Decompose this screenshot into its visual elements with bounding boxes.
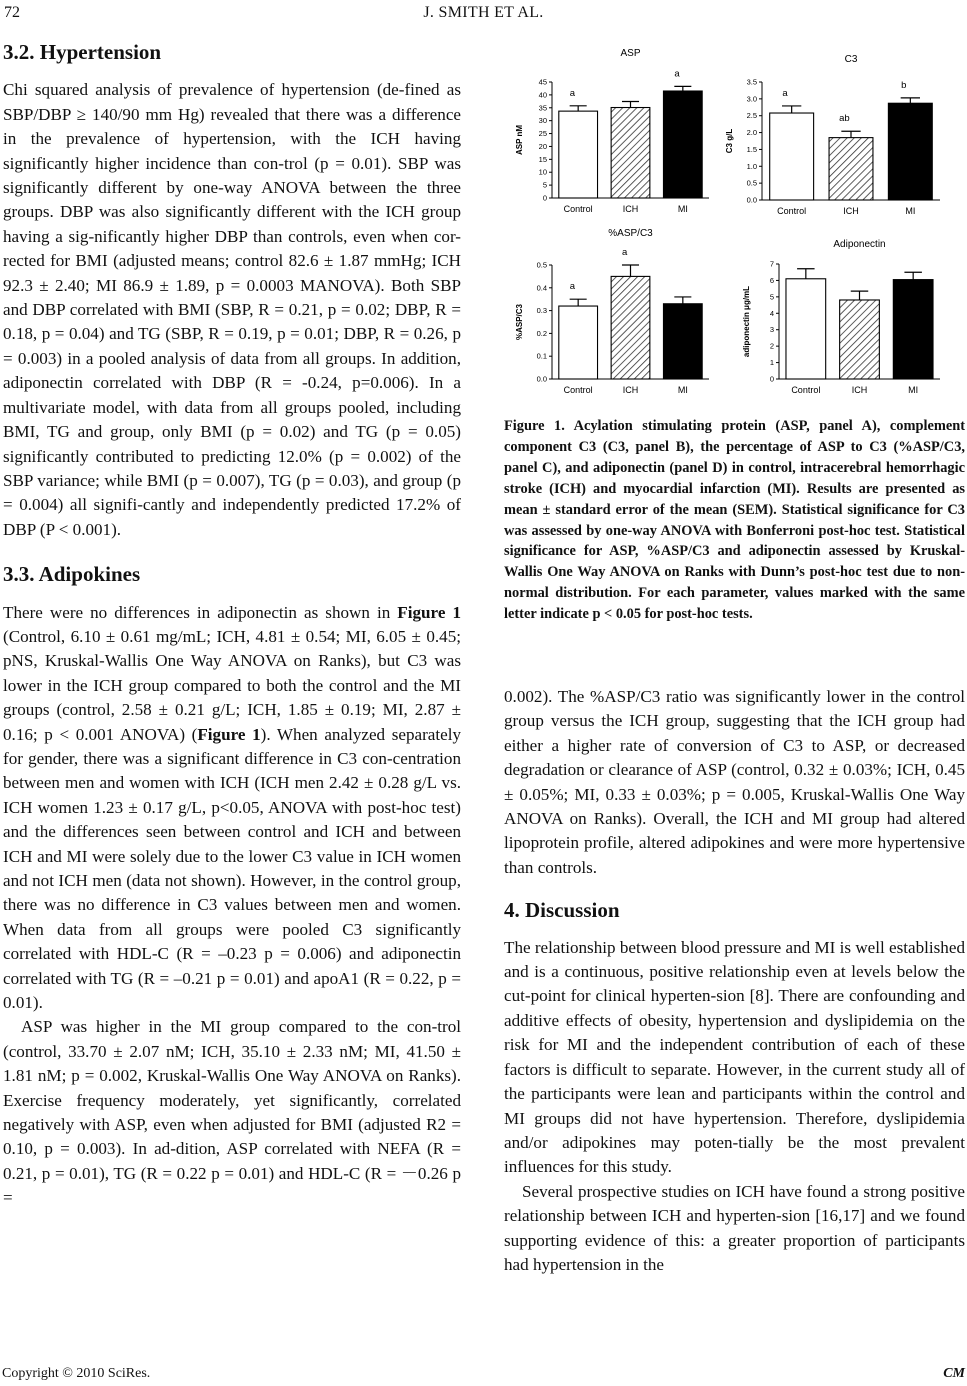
chart-panel-2 [515, 228, 709, 395]
y-tick-label: 3.0 [746, 94, 757, 104]
y-tick-label: 30 [538, 116, 547, 126]
section-heading-hypertension: 3.2. Hypertension [3, 40, 162, 64]
paragraph-discussion-2: Several prospective studies on ICH have found a strong positive relationship between ICH and hyperten-sion [16,17] and we found supporting evidence of this: a greater proportion of participants had hypertension in the [504, 1181, 965, 1274]
y-tick-label: 35 [538, 103, 547, 113]
right-column [504, 685, 965, 1277]
bar-mi [893, 280, 933, 379]
y-tick-label: 2.5 [746, 111, 757, 121]
left-column [3, 40, 461, 1211]
y-tick-label: 0.0 [746, 195, 757, 205]
y-tick-label: 40 [538, 90, 547, 100]
y-tick-label: 2.0 [746, 128, 757, 138]
y-tick-label: 4 [769, 308, 774, 318]
y-tick-label: 0.5 [746, 178, 757, 188]
y-axis-label: %ASP/C3 [515, 303, 524, 341]
significance-letter: a [782, 87, 788, 99]
chart-title: Adiponectin [833, 239, 886, 250]
bar-ich [829, 138, 873, 200]
y-tick-label: 1 [769, 358, 774, 368]
figure-ref[interactable]: Figure 1 [197, 724, 261, 744]
chart-panel-1 [725, 54, 940, 216]
x-tick-label: Control [563, 204, 593, 214]
significance-letter: a [674, 68, 680, 80]
chart-panel-3 [742, 239, 940, 395]
x-tick-label: MI [677, 204, 688, 214]
y-tick-label: 25 [538, 129, 547, 139]
x-tick-label: MI [677, 385, 688, 395]
bar-control [559, 111, 598, 198]
y-tick-label: 0.1 [536, 351, 547, 361]
paragraph-adipokines: There were no differences in adiponectin as shown in Figure 1 (Control, 6.10 ± 0.61 mg/mL; ICH, 4.81 ± 0.54; MI, 6.05 ± 0.45; pNS, Kruskal-Wallis One Way ANOVA on Ranks), but C3 was lower in the ICH group compared to both the control and the MI groups (control, 2.58 ± 0.21 g/L; ICH, 1.85 ± 0.19; MI, 2.87 ± 0.16; p < 0.001 ANOVA) (Figure 1). When analyzed separately for gender, there was a significant difference in C3 con-centration between men and women with ICH (ICH men 2.42 ± 0.28 g/L vs. ICH women 1.23 ± 0.17 g/L, p<0.05, ANOVA with post-hoc test) and the differences seen between control and ICH and between ICH and MI were solely due to the lower C3 value in ICH women and not ICH men (data not shown). However, in the control group, there was no difference in C3 values between men and women. When data from all groups were pooled C3 significantly correlated with HDL-C (R = –0.23 p = 0.006) and adiponectin correlated with TG (R = –0.21 p = 0.01) and apoA1 (R = 0.22, p = 0.01). [3, 602, 461, 1013]
x-tick-label: Control [777, 206, 807, 216]
y-tick-label: 5 [769, 292, 774, 302]
x-tick-label: ICH [622, 385, 639, 395]
bar-mi [888, 103, 932, 200]
chart-title: %ASP/C3 [608, 228, 653, 239]
y-tick-label: 0.4 [536, 283, 547, 293]
page-number: 72 [4, 4, 20, 21]
y-tick-label: 0 [542, 193, 547, 203]
y-axis-label: ASP nM [515, 124, 524, 156]
bar-mi [663, 304, 702, 379]
paragraph-hypertension: Chi squared analysis of prevalence of hypertension (de-fined as SBP/DBP ≥ 140/90 mm Hg) revealed that there was a difference in the prevalence of hypertension, with the ICH having significantly higher incidence than con-trol (p = 0.01). SBP was significantly different by one-way ANOVA between the three groups. DBP was also significantly different with the ICH group having a sig-nificantly higher DBP than controls, even when cor-rected for BMI (adjusted means; control 82.6 ± 1.87 mmHg; ICH 92.3 ± 2.40; MI 86.9 ± 1.89, p = 0.0003 MANOVA). Both SBP and DBP correlated with BMI (SBP, R = 0.21, p = 0.02; DBP, R = 0.18, p = 0.04) and TG (SBP, R = 0.19, p = 0.01; DBP, R = 0.26, p = 0.003) in a pooled analysis of data from all groups. In addition, adiponectin correlated with DBP (R = -0.24, p=0.006). In a multivariate model, with data from all groups pooled, including BMI, TG and group, only BMI (p = 0.02) and TG (p = 0.05) significantly contributed to predicting 12.0% (p = 0.002) of the SBP variance; while BMI (p = 0.007), TG (p = 0.03), and group (p = 0.004) all signifi-cantly and independently predicted 17.2% of DBP (P < 0.001). [3, 80, 461, 539]
x-tick-label: MI [908, 385, 919, 395]
y-tick-label: 0 [769, 374, 774, 384]
x-tick-label: MI [905, 206, 916, 216]
y-tick-label: 7 [769, 259, 774, 269]
y-axis-label: adiponectin μg/mL [742, 285, 751, 358]
section-heading-discussion: 4. Discussion [504, 898, 620, 923]
paragraph-discussion-1: The relationship between blood pressure and MI is well established and is a continuous, positive relationship even at levels below the cut-point for clinical hyperten-sion [8]. There are confounding and additive effects of obesity, hypertension and dyslipidemia on the risk for MI and the independent contribution of each of these factors is difficult to separate. However, in the current study all of the participants were lean and participants within the control and MI groups did not have hypertension. Therefore, dyslipidemia and/or adipokines may poten-tially be the most prevalent influences for this study. [504, 937, 965, 1177]
bar-control [559, 306, 598, 379]
paragraph-continued: 0.002). The %ASP/C3 ratio was significantly lower in the control group versus the ICH group, suggesting that the ICH group had either a higher rate of conversion of C3 to ASP, or decreased degradation or clearance of ASP (control, 0.32 ± 0.03%; ICH, 0.45 ± 0.05%; MI, 0.33 ± 0.03%; p = 0.005, Kruskal-Wallis One Way ANOVA on Ranks). Overall, the ICH and MI group had altered lipoprotein profile, altered adipokines and were more hypertensive than controls. [504, 687, 965, 877]
chart-panel-0 [515, 48, 709, 214]
y-tick-label: 10 [538, 167, 547, 177]
significance-letter: a [622, 247, 628, 258]
x-tick-label: Control [563, 385, 593, 395]
y-axis-label: C3 g/L [725, 128, 734, 154]
section-heading-adipokines: 3.3. Adipokines [3, 562, 141, 587]
y-tick-label: 1.0 [746, 161, 757, 171]
journal-abbrev: CM [943, 1366, 965, 1381]
bar-ich [840, 300, 880, 379]
chart-title: ASP [620, 48, 641, 59]
copyright: Copyright © 2010 SciRes. [2, 1366, 151, 1381]
y-tick-label: 2 [769, 341, 774, 351]
figure-1 [504, 42, 967, 414]
y-tick-label: 1.5 [746, 144, 757, 154]
y-tick-label: 0.2 [536, 328, 547, 338]
y-tick-label: 20 [538, 141, 547, 151]
y-tick-label: 0.3 [536, 306, 547, 316]
paragraph-asp: ASP was higher in the MI group compared to the con-trol (control, 33.70 ± 2.07 nM; ICH, 35.10 ± 2.33 nM; MI, 41.50 ± 1.81 nM; p = 0.002, Kruskal-Wallis One Way ANOVA on Ranks). Exercise frequency moderately, yet significantly, correlated negatively with ASP, even when adjusted for BMI (adjusted R2 = 0.10, p = 0.003). In ad-dition, ASP correlated with NEFA (R = 0.21, p = 0.01), TG (R = 0.22 p = 0.01) and HDL-C (R = －0.26 p = [3, 1017, 461, 1208]
y-tick-label: 5 [542, 180, 547, 190]
y-tick-label: 15 [538, 154, 547, 164]
y-tick-label: 6 [769, 275, 774, 285]
y-tick-label: 0.0 [536, 374, 547, 384]
x-tick-label: ICH [622, 204, 639, 214]
y-tick-label: 45 [538, 77, 547, 87]
bar-ich [611, 276, 650, 379]
bar-ich [611, 108, 650, 198]
figure-caption: Figure 1. Acylation stimulating protein (ASP, panel A), complement component C3 (C3, panel B), the percentage of ASP to C3 (%ASP/C3, panel C), and adiponectin (panel D) in control, intracerebral hemorrhagic stroke (ICH) and myocardial infarction (MI). Results are presented as mean ± standard error of the mean (SEM). Statistical significance for C3 was assessed by one-way ANOVA with Bonferroni post-hoc test. Statistical significance for ASP, %ASP/C3 and adiponectin assessed by Kruskal-Wallis One Way ANOVA on Ranks with Dunn’s post-hoc test due to non-normal distribution. For each parameter, values marked with the same letter indicate p < 0.05 for post-hoc tests. [504, 418, 965, 623]
significance-letter: ab [839, 113, 850, 125]
x-tick-label: ICH [843, 206, 859, 216]
figure-ref[interactable]: Figure 1 [397, 602, 461, 622]
bar-control [770, 113, 814, 200]
y-tick-label: 3.5 [746, 77, 757, 87]
y-tick-label: 3 [769, 325, 774, 335]
y-tick-label: 0.5 [536, 260, 547, 270]
bar-control [786, 279, 826, 379]
chart-title: C3 [844, 54, 858, 65]
running-title: J. SMITH ET AL. [423, 4, 544, 21]
x-tick-label: ICH [851, 385, 868, 395]
significance-letter: a [569, 87, 576, 99]
bar-mi [663, 91, 702, 198]
significance-letter: b [901, 79, 907, 91]
significance-letter: a [569, 281, 576, 293]
x-tick-label: Control [791, 385, 821, 395]
